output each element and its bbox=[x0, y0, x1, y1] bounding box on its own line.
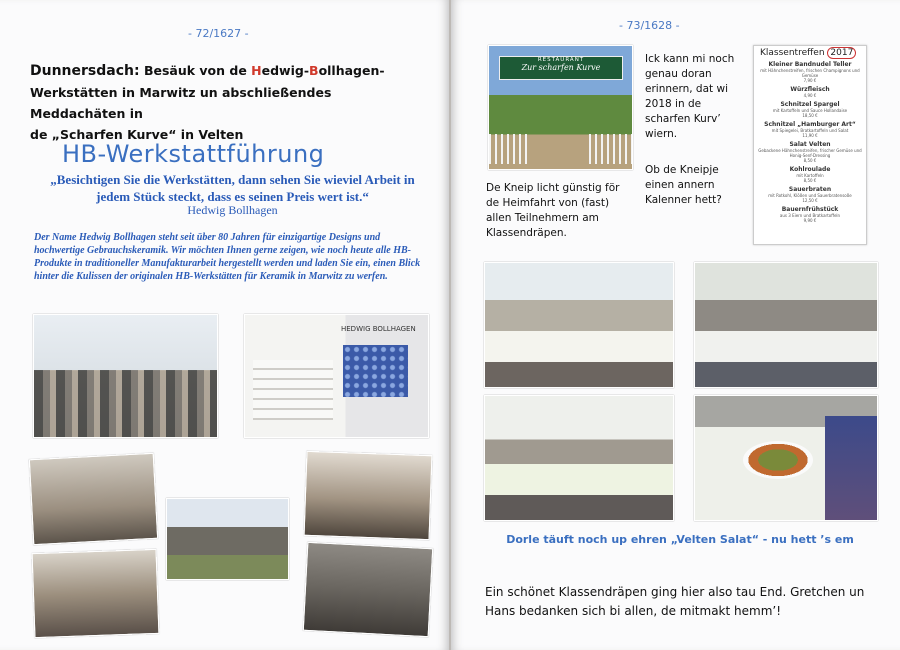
menu-item-description: mit Rotkohl, Klößen und Sauerbratensoße bbox=[768, 193, 852, 198]
title-text: Besäuk von de bbox=[139, 63, 252, 78]
workshop-tour-photo bbox=[33, 314, 218, 438]
menu-item-price: 9,90 € bbox=[803, 218, 817, 223]
building-exterior-photo bbox=[166, 498, 289, 580]
guest-arm bbox=[825, 416, 877, 520]
dinner-guests-photo bbox=[694, 262, 878, 388]
salad-plate bbox=[743, 441, 813, 479]
glazing-station-photo bbox=[303, 542, 433, 637]
left-page bbox=[0, 0, 449, 650]
title-text: ollhagen- bbox=[318, 63, 385, 78]
restaurant-sign bbox=[499, 56, 623, 80]
menu-item-description: mit Kartoffeln bbox=[796, 173, 824, 178]
quote-author: Hedwig Bollhagen bbox=[187, 203, 278, 217]
menu-items bbox=[754, 61, 866, 223]
menu-item-price: 18,50 € bbox=[802, 113, 818, 118]
menu-item-price: 8,50 € bbox=[803, 158, 817, 163]
pottery-workshop-photo bbox=[29, 453, 158, 545]
location-note: De Kneip licht günstig för de Heimfahrt von (fast) allen Teilnehmern am Klassendräpen. bbox=[486, 182, 620, 239]
menu-item-description: mit Spiegelei, Bratkartoffeln und Salat bbox=[771, 128, 849, 133]
wall-pattern bbox=[343, 345, 408, 397]
menu-item-name: Schnitzel „Hamburger Art“ bbox=[764, 121, 856, 128]
menu-item-description: Gebackene Hähnchenstreifen, frischer Gemüse und Honig-Senf-Dressing bbox=[758, 148, 862, 158]
menu-item-price: 4,90 € bbox=[803, 93, 817, 98]
quote-line: „Besichtigen Sie die Werkstätten, dann sehen Sie wieviel Arbeit in bbox=[50, 172, 415, 187]
closing-text: Ein schönet Klassendräpen ging hier also tau End. Gretchen un Hans bedanken sich bi allen, de mitmakt hemm’! bbox=[485, 585, 865, 618]
salad-caption: Dorle täuft noch up ehren „Velten Salat“ - nu hett ’s em bbox=[506, 533, 854, 546]
page-number: - 73/1628 - bbox=[619, 19, 680, 32]
fence bbox=[489, 134, 529, 164]
menu-item-name: Sauerbraten bbox=[788, 186, 832, 193]
menu-item-name: Würzfleisch bbox=[790, 86, 830, 93]
title-b: B bbox=[309, 63, 319, 78]
menu-item-name: Schnitzel Spargel bbox=[780, 101, 840, 108]
quote-line: jedem Stück steckt, dass es seinen Preis wert ist.“ bbox=[96, 189, 369, 204]
velten-salad-photo bbox=[694, 395, 878, 521]
title-day: Dunnersdach: bbox=[30, 63, 140, 79]
menu-item-name: Bauernfrühstück bbox=[781, 206, 839, 213]
title-text: edwig- bbox=[261, 63, 310, 78]
group-seated-photo bbox=[304, 451, 433, 540]
page-title bbox=[30, 60, 430, 145]
menu-title bbox=[754, 46, 866, 58]
title-line-3: de „Scharfen Kurve“ in Velten bbox=[30, 127, 244, 142]
menu-card bbox=[753, 45, 867, 245]
menu-item-price: 7,90 € bbox=[803, 78, 817, 83]
dinner-table-photo bbox=[484, 262, 674, 388]
menu-item-description: mit Hähnchenstreifen, frischen Champignons und Gemüse bbox=[760, 68, 860, 78]
restaurant-entrance-photo bbox=[488, 45, 633, 170]
menu-item-price: 8,50 € bbox=[803, 178, 817, 183]
intro-paragraph: Der Name Hedwig Bollhagen steht seit über 80 Jahren für einzigartige Designs und hochwertige Gebrauchskeramik. Wir möchten Ihnen gerne zeigen, wie noch heute alle HB-Produkte in traditioneller Manufakturarbeit hergestellt werden und laden Sie ein, einen Blick hinter die Kulissen der originalen HB-Werkstätten für Keramik in Marwitz zu werfen. bbox=[34, 232, 421, 282]
right-page bbox=[451, 0, 900, 650]
sign-line: RESTAURANT bbox=[537, 57, 585, 63]
shop-sign: HEDWIG BOLLHAGEN bbox=[341, 325, 416, 333]
menu-item-price: 12,50 € bbox=[802, 198, 818, 203]
title-line-2: Werkstätten in Marwitz un abschließendes Meddachäten in bbox=[30, 85, 332, 121]
fence bbox=[589, 134, 632, 164]
menu-item-name: Kleiner Bandnudel Teller bbox=[768, 61, 852, 68]
menu-item-name: Salat Velten bbox=[789, 141, 831, 148]
sign-line: Zur scharfen Kurve bbox=[521, 63, 601, 72]
menu-title-text: Klassentreffen bbox=[760, 48, 825, 58]
workshop-group-photo bbox=[32, 549, 160, 638]
title-h: H bbox=[251, 63, 262, 78]
menu-item-description: aus 3 Eiern und Bratkartoffeln bbox=[779, 213, 841, 218]
memory-note: Ick kann mi noch genau doran erinnern, dat wi 2018 in de scharfen Kurv’ wiern. bbox=[645, 53, 735, 140]
hb-heading: HB-Werkstattführung bbox=[62, 140, 325, 168]
menu-item-price: 11,90 € bbox=[802, 133, 818, 138]
menu-item-description: mit Kartoffeln und Sauce Hollandaise bbox=[772, 108, 848, 113]
menu-year: 2017 bbox=[827, 47, 856, 59]
showroom-photo bbox=[244, 314, 429, 438]
calendar-note: Ob de Kneipje einen annern Kalenner hett? bbox=[645, 164, 722, 206]
table-guests-photo bbox=[484, 395, 674, 521]
hb-quote bbox=[40, 171, 425, 205]
page-number: - 72/1627 - bbox=[188, 27, 249, 40]
menu-item-name: Kohlroulade bbox=[789, 166, 831, 173]
